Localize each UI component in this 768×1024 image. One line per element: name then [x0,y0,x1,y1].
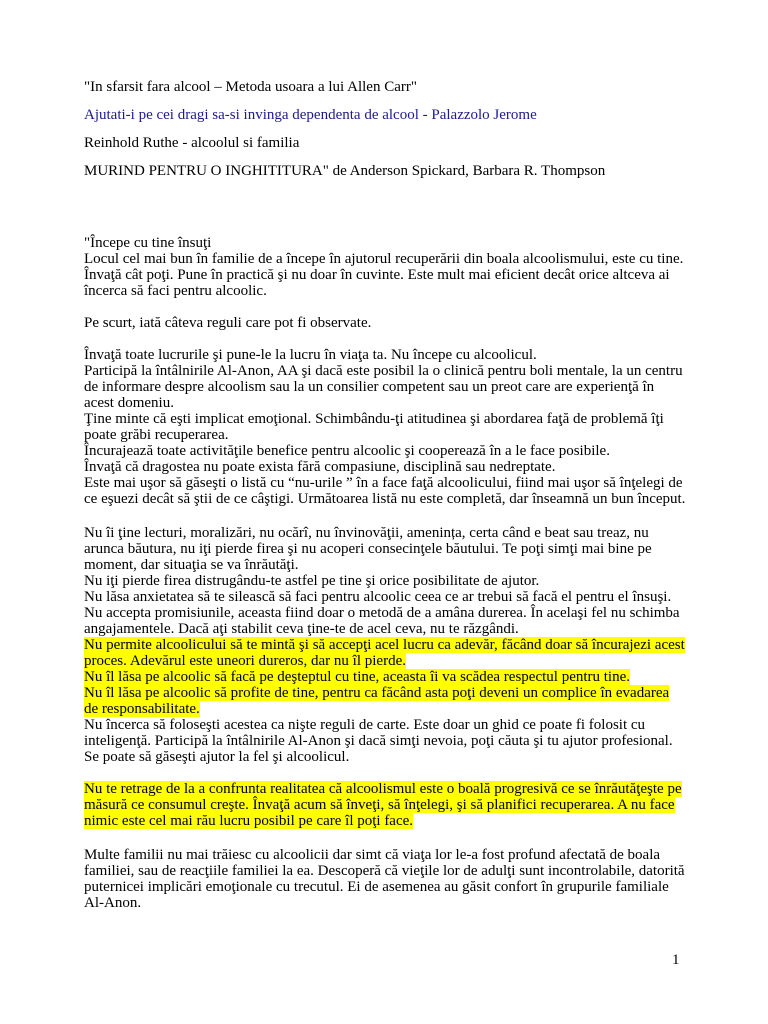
paragraph-line: Învaţă cât poţi. Pune în practică şi nu doar în cuvinte. Este mult mai eficient decât orice altceva ai [84,267,670,283]
paragraph-line: acest domeniu. [84,395,174,411]
paragraph-line: Participă la întâlnirile Al-Anon, AA şi dacă este posibil la o clinică pentru boli mentale, la un centru [84,363,683,379]
paragraph-line: Pe scurt, iată câteva reguli care pot fi observate. [84,315,372,331]
highlighted-line [84,781,682,797]
paragraph-line: Nu încerca să foloseşti acestea ca nişte reguli de carte. Este doar un ghid ce poate fi folosit cu [84,717,646,733]
paragraph-line: poate grăbi recuperarea. [84,427,229,443]
page-number: 1 [672,952,680,968]
paragraph-line: Este mai uşor să găseşti o listă cu “nu-urile ” în a face faţă alcoolicului, fiind mai uşor să înţelegi de [84,475,683,491]
paragraph-line: Ţine minte că eşti implicat emoţional. Schimbându-ţi atitudinea şi abordarea faţă de problemă îţi [84,411,664,427]
paragraph-line: Se poate să găseşti ajutor la fel şi alcoolicul. [84,749,350,765]
highlighted-line [84,669,630,685]
paragraph-line: Încurajează toate activităţile benefice pentru alcoolic şi cooperează în a le face posibile. [84,443,610,459]
section-heading: "Începe cu tine însuţi [84,235,212,251]
highlighted-text: Nu îl lăsa pe alcoolic să facă pe deşteptul cu tine, aceasta îi va scădea respectul pentru tine. [84,669,631,685]
paragraph-line: Nu îi ţine lecturi, moralizări, nu ocărî, nu învinovăţii, amenința, certa când e beat sau treaz, nu [84,525,649,541]
reference-palazzolo: Ajutati-i pe cei dragi sa-si invinga dependenta de alcool - Palazzolo Jerome [84,107,537,123]
paragraph-line: inteligenţă. Participă la întâlnirile Al-Anon şi dacă simţi nevoia, poţi căuta şi tu ajutor profesional. [84,733,673,749]
paragraph-line: Nu lăsa anxietatea să te silească să faci pentru alcoolic ceea ce ar trebui să facă el pentru el însuşi. [84,589,672,605]
paragraph-line: Nu iţi pierde firea distrugându-te astfel pe tine şi orice posibilitate de ajutor. [84,573,540,589]
paragraph-line: Locul cel mai bun în familie de a începe în ajutorul recuperării din boala alcoolismului, este cu tine. [84,251,684,267]
paragraph-line: puternicei implicări emoţionale cu trecutul. Ei de asemenea au găsit confort în grupurile familiale [84,879,669,895]
highlighted-text: proces. Adevărul este uneori dureros, dar nu îl pierde. [84,653,406,669]
paragraph-line: arunca băutura, nu iţi pierde firea şi nu acoperi consecinţele băutului. Te poţi simţi mai bine pe [84,541,652,557]
reference-ruthe: Reinhold Ruthe - alcoolul si familia [84,135,300,151]
paragraph-line: angajamentele. Dacă aţi stabilit ceva ţine-te de acel ceva, nu te răzgândi. [84,621,519,637]
reference-allen-carr: "In sfarsit fara alcool – Metoda usoara a lui Allen Carr" [84,79,417,95]
paragraph-line: ce eşuezi decât să ştii de ce câştigi. Următoarea listă nu este completă, dar înseamnă un bun început. [84,491,686,507]
highlighted-line [84,813,413,829]
highlighted-text: Nu permite alcoolicului să te mintă şi să accepţi acel lucru ca adevăr, făcând doar să încurajezi acest [84,637,685,653]
highlighted-line [84,653,406,669]
highlighted-line [84,637,685,653]
highlighted-text: Nu îl lăsa pe alcoolic să profite de tine, pentru ca făcând asta poţi deveni un complice în evadarea [84,685,670,701]
paragraph-line: Multe familii nu mai trăiesc cu alcoolicii dar simt că viaţa lor le-a fost profund afectată de boala [84,847,661,863]
highlighted-line [84,701,200,717]
highlighted-text: Nu te retrage de la a confrunta realitatea că alcoolismul este o boală progresivă ce se înrăutăţeşte pe [84,781,682,797]
paragraph-line: moment, dar situaţia se va înrăutăţi. [84,557,299,573]
highlighted-line [84,797,675,813]
paragraph-line: familiei, sau de reacţiile familiei la ea. Descoperă că vieţile lor de adulţi sunt incontrolabile, datorită [84,863,685,879]
highlighted-text: nimic este cel mai rău lucru posibil pe care îl poţi face. [84,813,414,829]
paragraph-line: Învaţă că dragostea nu poate exista fără compasiune, disciplină sau nedreptate. [84,459,556,475]
paragraph-line: Al-Anon. [84,895,142,911]
reference-spickard: MURIND PENTRU O INGHITITURA" de Anderson Spickard, Barbara R. Thompson [84,163,606,179]
paragraph-line: Nu accepta promisiunile, aceasta fiind doar o metodă de a amâna durerea. În acelaşi fel nu schimba [84,605,680,621]
paragraph-line: încerca să faci pentru alcoolic. [84,283,267,299]
highlighted-text: măsură ce consumul creşte. Învaţă acum să înveţi, să înţelegi, şi să planifici recuperarea. A nu face [84,797,675,813]
paragraph-line: Învaţă toate lucrurile şi pune-le la lucru în viaţa ta. Nu începe cu alcoolicul. [84,347,537,363]
paragraph-line: de informare despre alcoolism sau la un consilier competent sau un preot care are experienţă în [84,379,655,395]
highlighted-text: de responsabilitate. [84,701,200,717]
highlighted-line [84,685,669,701]
